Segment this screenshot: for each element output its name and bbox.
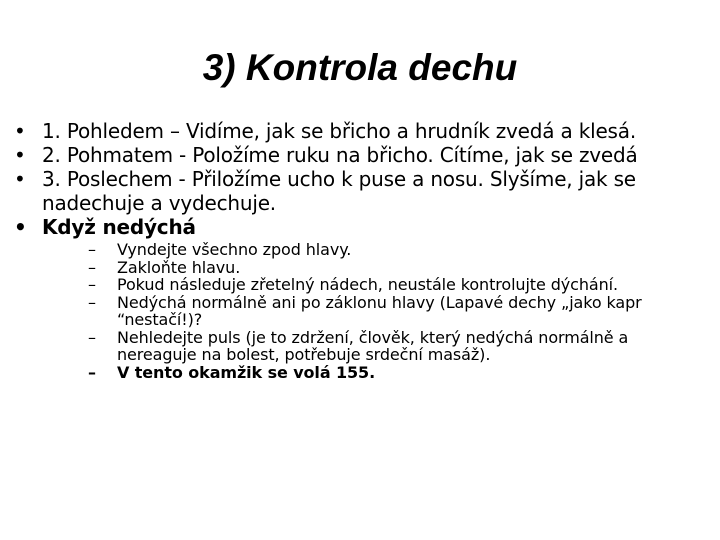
bullet-text: 3. Poslechem - Přiložíme ucho k puse a nosu. Slyšíme, jak se nadechuje a vydechuje. [42,167,636,215]
bullet-marker: • [14,167,26,191]
sub-item-text: Nedýchá normálně ani po záklonu hlavy (Lapavé dechy „jako kapr “nestačí!)? [117,292,642,329]
sub-item [42,241,710,259]
dash-marker: – [88,240,96,259]
dash-marker: – [88,292,96,312]
bullet-marker: • [14,143,26,167]
bullet-text: Když nedýchá [42,215,196,239]
dash-marker: – [88,327,96,347]
sub-item [42,259,710,277]
dash-marker: – [88,362,96,382]
slide-title: 3) Kontrola dechu [202,47,518,88]
sub-item [42,364,710,382]
sub-item [42,329,710,364]
dash-marker: – [88,257,96,277]
sub-item-text: Zakloňte hlavu. [117,257,241,277]
sub-item-text: V tento okamžik se volá 155. [117,362,376,382]
bullet-item [0,143,720,167]
bullet-list [0,119,720,381]
bullet-item [0,215,720,381]
sub-list [42,241,710,381]
bullet-text: 2. Pohmatem - Položíme ruku na břicho. Cítíme, jak se zvedá [42,143,638,167]
sub-item [42,276,710,294]
bullet-item [0,119,720,143]
sub-item [42,294,710,329]
sub-item-text: Vyndejte všechno zpod hlavy. [117,240,352,259]
bullet-text: 1. Pohledem – Vidíme, jak se břicho a hrudník zvedá a klesá. [42,119,636,143]
bullet-item [0,167,720,215]
dash-marker: – [88,275,96,294]
sub-item-text: Nehledejte puls (je to zdržení, člověk, který nedýchá normálně a nereaguje na bolest, potřebuje srdeční masáž). [117,327,629,364]
bullet-marker: • [14,119,26,143]
bullet-marker: • [14,215,27,239]
sub-item-text: Pokud následuje zřetelný nádech, neustále kontrolujte dýchání. [117,275,618,294]
